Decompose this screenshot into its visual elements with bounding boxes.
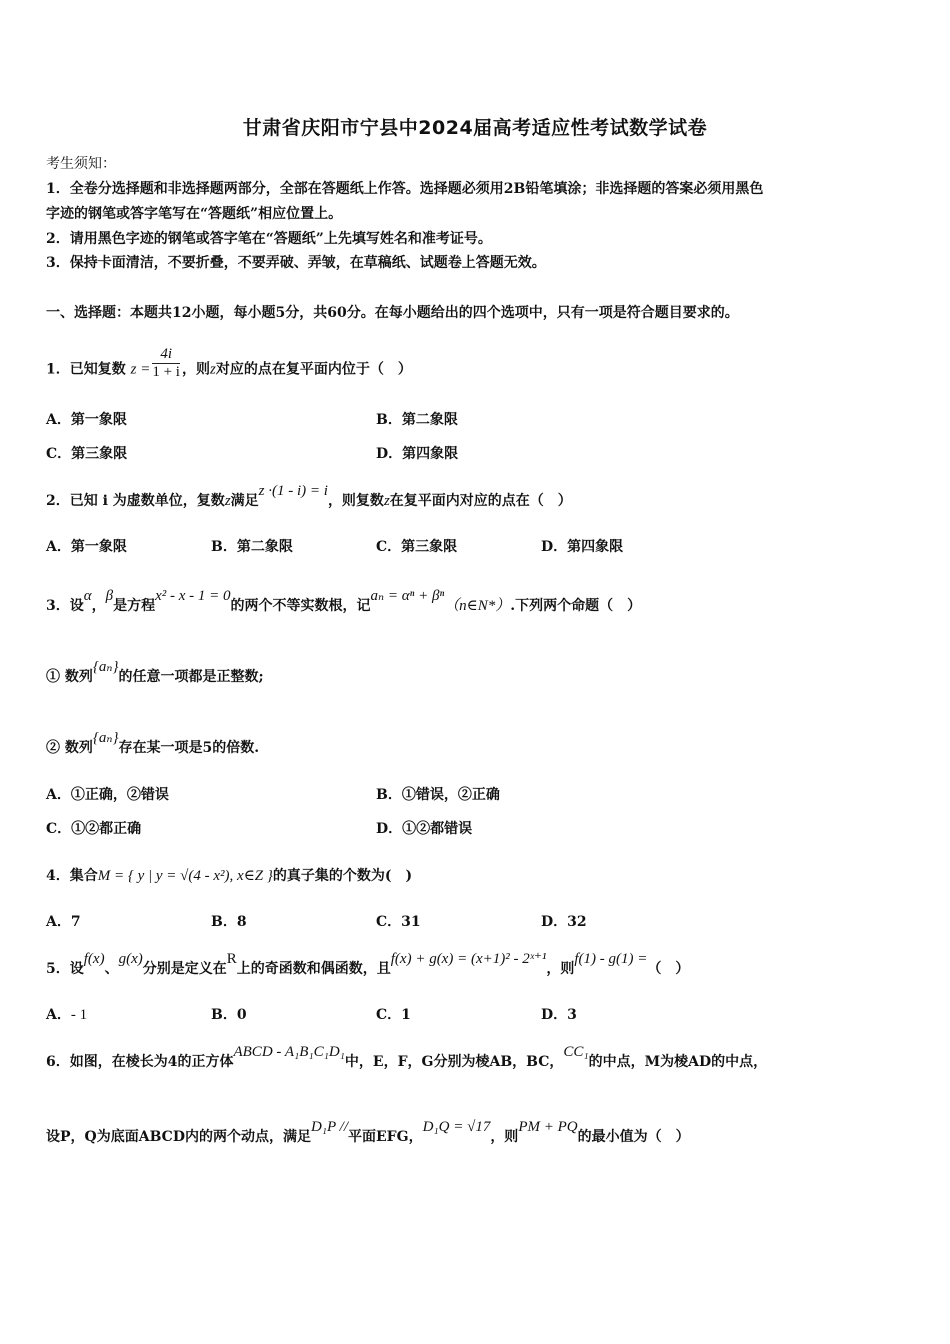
q6-parallel: D₁P // [310,1119,348,1135]
q1-option-b[interactable]: B．第二象限 [376,412,458,428]
page-title: 甘肃省庆阳市宁县中2024届高考适应性考试数学试卷 [242,117,708,139]
q3-sequence-def: aₙ = αⁿ + βⁿ [370,588,445,604]
q5-mid2: 上的奇函数和偶函数，且 [236,961,391,977]
q5-ask: f(1) - g(1) = [574,951,648,967]
q3-mid: 是方程 [113,598,156,614]
q2-option-b[interactable]: B．第二象限 [211,539,293,555]
q5-R: R [226,951,237,967]
q3-s1-seq: {aₙ} [92,659,119,675]
q1-mid: ，则 [181,361,210,378]
q6-line2-suffix: 的最小值为（ ） [577,1129,690,1145]
notice-item-2: 2．请用黑色字迹的钢笔或答字笔在“答题纸”上先填写姓名和准考证号。 [46,231,492,247]
q3-s1-suffix: 的任意一项都是正整数; [118,669,264,685]
q3-mid2: 的两个不等实数根，记 [230,598,371,614]
q5-suffix: （ ） [647,961,690,977]
q3-statement-2 [46,730,260,757]
q6-cube: ABCD - A₁B₁C₁D₁ [233,1044,345,1060]
q2-z2: z [383,493,390,509]
q5-g: g(x) [118,951,143,967]
q5-f: f(x) [83,951,105,967]
q5-equation: f(x) + g(x) = (x+1)² - 2ˣ⁺¹ [390,951,547,967]
q1-fraction [152,346,180,381]
q5-option-a-label: A． [46,1007,71,1023]
q3-s1-prefix: ① 数列 [46,669,93,685]
q4-suffix: 的真子集的个数为( ) [272,868,413,884]
q1-math-z2: z [209,361,216,378]
q1-numerator: 4i [152,346,180,364]
notice-item-1b: 字迹的钢笔或答字笔写在“答题纸”相应位置上。 [46,206,343,222]
question-6-line-2 [46,1119,690,1146]
q4-option-a[interactable]: A．7 [46,914,81,930]
notice-item-1a: 1．全卷分选择题和非选择题两部分，全部在答题纸上作答。选择题必须用2B铅笔填涂；非选择题的答案必须用黑色 [46,181,764,197]
section-heading: 一、选择题：本题共12小题，每小题5分，共60分。在每小题给出的四个选项中，只有一项是符合题目要求的。 [46,305,739,321]
q2-option-c[interactable]: C．第三象限 [376,539,458,555]
q6-suffix: 的中点，M为棱AD的中点， [588,1054,768,1070]
q3-prefix: 3．设 [46,598,84,614]
q5-option-b[interactable]: B．0 [211,1007,247,1023]
q2-prefix: 2．已知 i 为虚数单位，复数 [46,493,225,509]
q4-option-d[interactable]: D．32 [541,914,587,930]
q3-suffix: .下列两个命题（ ） [510,598,642,614]
q2-equation: z ·(1 - i) = i [258,483,328,499]
q6-pm-pq: PM + PQ [518,1119,578,1135]
q5-option-a[interactable] [46,1006,87,1024]
q4-option-b[interactable]: B．8 [211,914,247,930]
notice-item-3: 3．保持卡面清洁，不要折叠，不要弄破、弄皱，在草稿纸、试题卷上答题无效。 [46,255,546,271]
q2-suffix: 在复平面内对应的点在（ ） [389,493,572,509]
q3-comma: ， [91,598,106,614]
q1-option-a[interactable]: A．第一象限 [46,412,127,428]
q6-line2-prefix: 设P，Q为底面ABCD内的两个动点，满足 [46,1129,311,1145]
q4-set: M = { y | y = √(4 - x²), x∈Z } [97,868,273,884]
q1-option-c[interactable]: C．第三象限 [46,446,128,462]
q3-option-c[interactable]: C．①②都正确 [46,821,142,837]
q5-prefix: 5．设 [46,961,84,977]
q4-option-c[interactable]: C．31 [376,914,421,930]
question-6 [46,1044,768,1071]
q6-line2-mid2: ，则 [490,1129,519,1145]
q3-beta: β [105,588,114,604]
q3-s2-seq: {aₙ} [92,730,119,746]
q2-option-d[interactable]: D．第四象限 [541,539,624,555]
q2-z: z [224,493,231,509]
question-2 [46,483,572,510]
q3-option-b[interactable]: B．①错误，②正确 [376,787,500,803]
q3-condition: （n∈N*） [444,598,511,614]
q5-option-a-value: - 1 [70,1007,88,1023]
q1-option-d[interactable]: D．第四象限 [376,446,459,462]
q6-d1q: D₁Q = √17 [422,1119,491,1135]
q1-prefix: 1．已知复数 [46,361,126,378]
q5-mid: 分别是定义在 [142,961,227,977]
q3-option-a[interactable]: A．①正确，②错误 [46,787,169,803]
q6-prefix: 6．如图，在棱长为4的正方体 [46,1054,234,1070]
q3-s2-prefix: ② 数列 [46,740,93,756]
question-3 [46,588,642,615]
q5-sep: 、 [104,961,119,977]
q2-mid2: ，则复数 [327,493,384,509]
notice-heading: 考生须知： [46,156,116,172]
q4-prefix: 4．集合 [46,868,98,884]
q5-option-d[interactable]: D．3 [541,1007,577,1023]
q5-mid3: ，则 [546,961,575,977]
q6-line2-mid: 平面EFG， [348,1129,423,1145]
q6-cc1: CC₁ [563,1044,589,1060]
q1-denominator: 1 + i [152,364,180,380]
q3-alpha: α [83,588,92,604]
q3-statement-1 [46,659,264,686]
q2-option-a[interactable]: A．第一象限 [46,539,127,555]
q1-suffix: 对应的点在复平面内位于（ ） [215,361,412,378]
q3-option-d[interactable]: D．①②都错误 [376,821,473,837]
q6-mid: 中，E，F，G分别为棱AB，BC， [344,1054,564,1070]
question-5 [46,951,690,978]
question-4 [46,867,412,885]
q1-math-z: z = [130,361,151,378]
question-1 [46,346,412,387]
q5-option-c[interactable]: C．1 [376,1007,411,1023]
q3-equation: x² - x - 1 = 0 [155,588,231,604]
q2-mid: 满足 [230,493,259,509]
q3-s2-suffix: 存在某一项是5的倍数. [118,740,260,756]
